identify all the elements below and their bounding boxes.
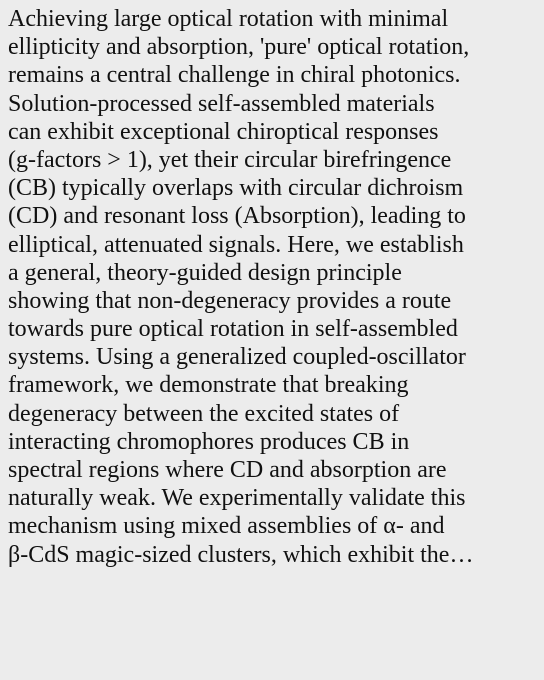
text-line: remains a central challenge in chiral photonics. [8,62,461,89]
text-line: Achieving large optical rotation with minimal [8,6,449,32]
text-line: mechanism using mixed assemblies of α- and [8,513,445,540]
text-line: (g-factors > 1), yet their circular birefringence [8,146,452,173]
text-line: ellipticity and absorption, 'pure' optical rotation, [8,34,470,61]
text-line: spectral regions where CD and absorption are [8,457,447,483]
text-line: elliptical, attenuated signals. Here, we establish [8,231,464,258]
text-line: (CB) typically overlaps with circular dichroism [8,175,464,202]
text-line: Solution-processed self-assembled materials [8,90,435,117]
text-line: can exhibit exceptional chiroptical responses [8,118,439,145]
text-line: naturally weak. We experimentally validate this [8,485,466,512]
text-line: interacting chromophores produces CB in [8,428,410,455]
abstract-text [8,5,544,569]
text-line: β-CdS magic-sized clusters, which exhibit the… [8,541,474,568]
text-line: (CD) and resonant loss (Absorption), leading to [8,203,466,230]
text-line: a general, theory-guided design principle [8,259,402,286]
text-line: degeneracy between the excited states of [8,400,400,427]
text-line: showing that non-degeneracy provides a route [8,287,452,314]
text-line: systems. Using a generalized coupled-oscillator [8,344,466,371]
text-line: framework, we demonstrate that breaking [8,372,409,399]
text-line: towards pure optical rotation in self-assembled [8,316,458,343]
